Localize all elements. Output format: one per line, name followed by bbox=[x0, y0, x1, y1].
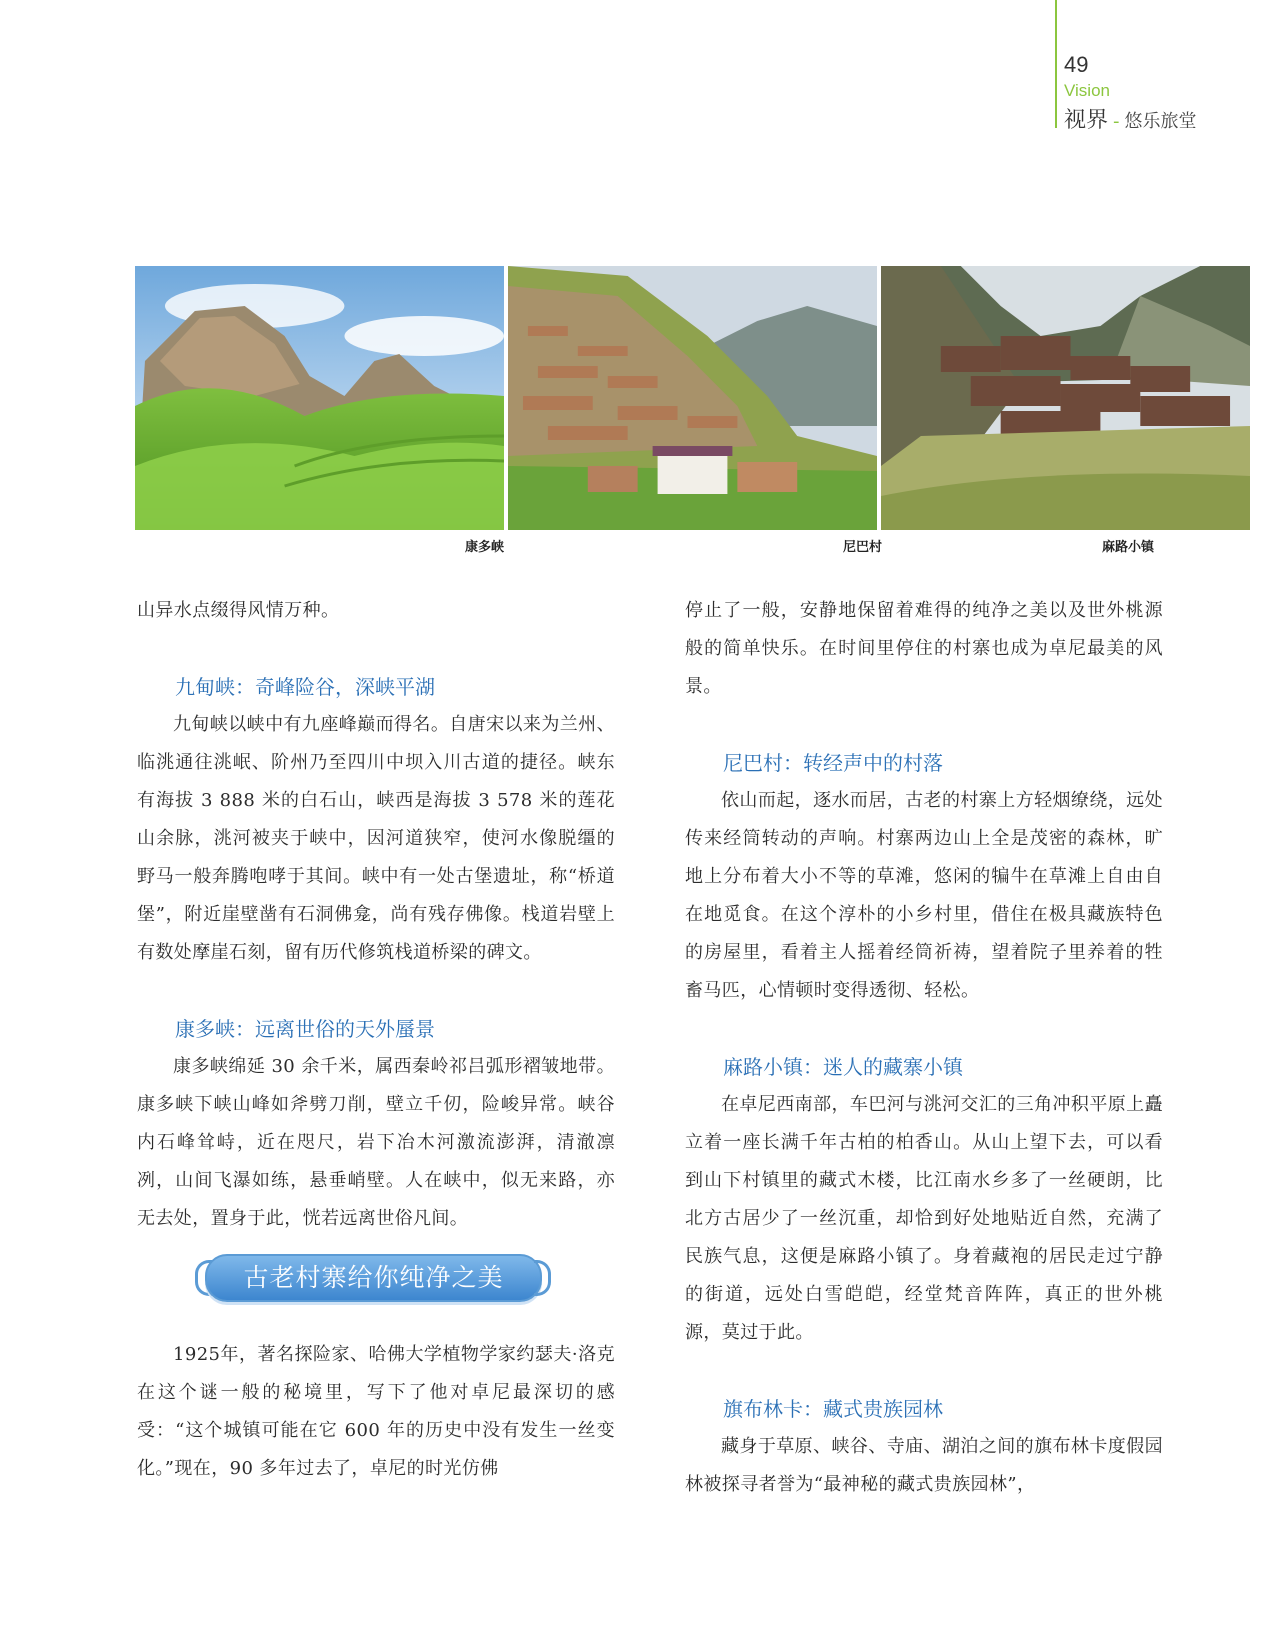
subheading-malu-town: 麻路小镇：迷人的藏寨小镇 bbox=[723, 1055, 963, 1079]
page-number: 49 bbox=[1064, 52, 1089, 77]
photo-caption: 麻路小镇 bbox=[1102, 540, 1155, 555]
paragraph: 山异水点缀得风情万种。 bbox=[137, 600, 340, 621]
section-banner bbox=[137, 1254, 615, 1310]
photo-caption: 康多峡 bbox=[465, 540, 505, 555]
paragraph: 停止了一般，安静地保留着难得的纯净之美以及世外桃源般的简单快乐。在时间里停住的村寨也成为卓尼最美的风景。 bbox=[685, 600, 1163, 697]
paragraph: 藏身于草原、峡谷、寺庙、湖泊之间的旗布林卡度假园林被探寻者誉为“最神秘的藏式贵族园林”， bbox=[685, 1436, 1163, 1495]
photo-niba-village bbox=[508, 266, 877, 530]
paragraph: 在卓尼西南部，车巴河与洮河交汇的三角冲积平原上矗立着一座长满千年古柏的柏香山。从山上望下去，可以看到山下村镇里的藏式木楼，比江南水乡多了一丝硬朗，比北方古居少了一丝沉重，却恰到好处地贴近自然，充满了民族气息，这便是麻路小镇了。身着藏袍的居民走过宁静的街道，远处白雪皑皑，经堂梵音阵阵，真正的世外桃源，莫过于此。 bbox=[685, 1094, 1163, 1343]
subheading-kangduo-gorge: 康多峡：远离世俗的天外蜃景 bbox=[175, 1017, 435, 1041]
left-column bbox=[137, 592, 615, 1488]
paragraph: 依山而起，逐水而居，古老的村寨上方轻烟缭绕，远处传来经筒转动的声响。村寨两边山上全是茂密的森林，旷地上分布着大小不等的草滩，悠闲的犏牛在草滩上自由自在地觅食。在这个淳朴的小乡村里，借住在极具藏族特色的房屋里，看着主人摇着经筒祈祷，望着院子里养着的牲畜马匹，心情顿时变得透彻、轻松。 bbox=[685, 790, 1163, 1001]
section-name: 视界 bbox=[1064, 108, 1109, 133]
subheading-jiudian-gorge: 九甸峡：奇峰险谷，深峡平湖 bbox=[175, 675, 435, 699]
photo-strip bbox=[135, 266, 1250, 530]
subsection-name: 悠乐旅堂 bbox=[1124, 111, 1197, 132]
photo-malu-town bbox=[881, 266, 1250, 530]
banner-title: 古老村寨给你纯净之美 bbox=[205, 1254, 542, 1302]
paragraph: 九甸峡以峡中有九座峰巅而得名。自唐宋以来为兰州、临洮通往洮岷、阶州乃至四川中坝入川古道的捷径。峡东有海拔 3 888 米的白石山，峡西是海拔 3 578 米的莲花山余脉，洮河被夹于峡中，因河道狭窄，使河水像脱缰的野马一般奔腾咆哮于其间。峡中有一处古堡遗址，称“桥道堡”，附近崖壁凿有石洞佛龛，尚有残存佛像。栈道岩壁上有数处摩崖石刻，留有历代修筑栈道桥梁的碑文。 bbox=[137, 714, 615, 963]
section-title bbox=[1064, 103, 1197, 134]
subheading-niba-village: 尼巴村：转经声中的村落 bbox=[723, 751, 943, 775]
header-divider bbox=[1055, 0, 1057, 128]
paragraph: 1925年，著名探险家、哈佛大学植物学家约瑟夫·洛克在这个谜一般的秘境里，写下了他对卓尼最深切的感受：“这个城镇可能在它 600 年的历史中没有发生一丝变化。”现在，90 多年过去了，卓尼的时光仿佛 bbox=[137, 1344, 615, 1479]
subheading-qibu-linka: 旗布林卡：藏式贵族园林 bbox=[723, 1397, 943, 1421]
photo-caption: 尼巴村 bbox=[843, 540, 883, 555]
paragraph: 康多峡绵延 30 余千米，属西秦岭祁吕弧形褶皱地带。康多峡下峡山峰如斧劈刀削，壁立千仞，险峻异常。峡谷内石峰耸峙，近在咫尺，岩下冶木河激流澎湃，清澈凛冽，山间飞瀑如练，悬垂峭壁。人在峡中，似无来路，亦无去处，置身于此，恍若远离世俗凡间。 bbox=[137, 1056, 615, 1229]
photo-kangduo-gorge bbox=[135, 266, 504, 530]
vision-label: Vision bbox=[1064, 81, 1110, 100]
banner-curl-right bbox=[534, 1260, 551, 1296]
right-column bbox=[685, 592, 1163, 1504]
section-dash: - bbox=[1113, 111, 1120, 132]
